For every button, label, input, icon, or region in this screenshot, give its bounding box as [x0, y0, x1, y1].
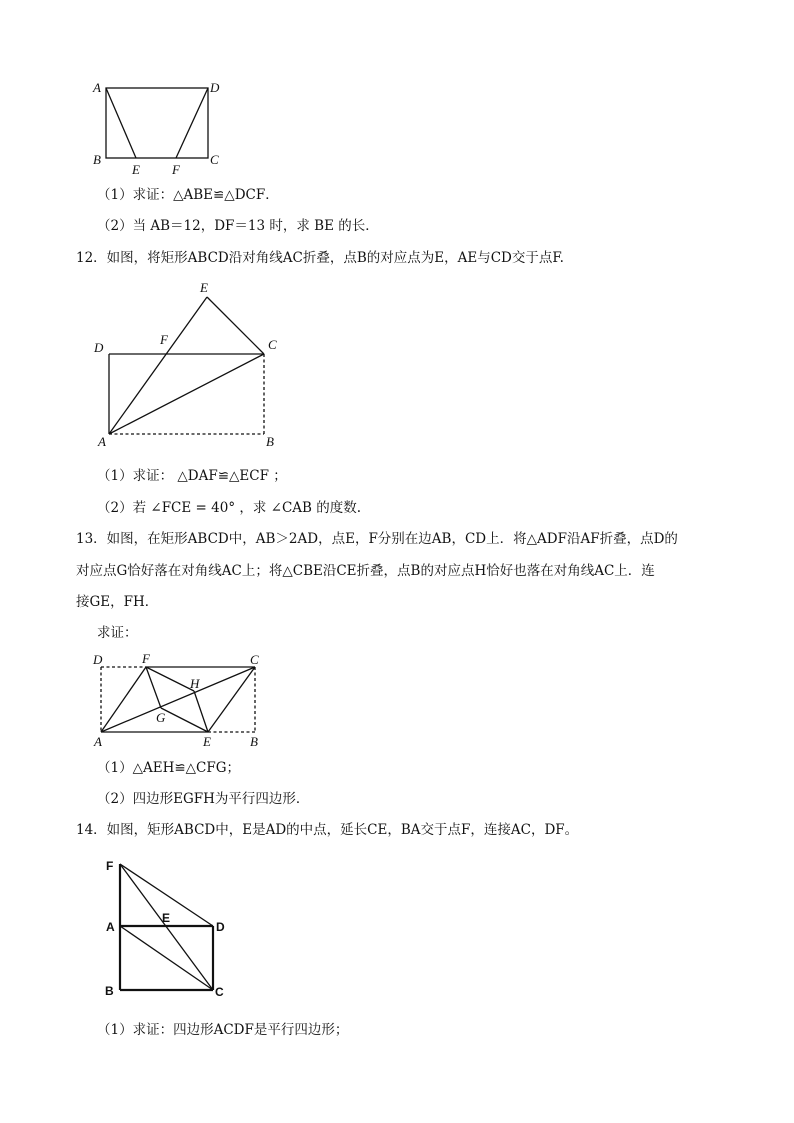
label-g: G — [156, 710, 166, 725]
q13-line1: 13．如图，在矩形ABCD中，AB＞2AD，点E，F分别在边AB，CD上．将△ADF沿AF折叠，点D的 — [76, 531, 678, 547]
q13-part2: （2）四边形EGFH为平行四边形． — [97, 791, 310, 807]
label-h: H — [190, 676, 200, 691]
q11-part1: （1）求证：△ABE≌△DCF． — [97, 187, 279, 203]
q14-stem: 14．如图，矩形ABCD中，E是AD的中点，延长CE，BA交于点F，连接AC，DF。 — [76, 822, 579, 838]
label-e: E — [162, 911, 171, 925]
label-b: B — [250, 734, 258, 749]
segment-ae — [109, 297, 207, 434]
q13-prove: 求证： — [97, 625, 138, 641]
label-b: B — [93, 152, 101, 167]
label-c: C — [250, 652, 259, 667]
figure-q14 — [95, 850, 245, 1000]
q13-line3: 接GE，FH． — [76, 594, 159, 610]
q12-part1: （1）求证： △DAF≌△ECF ； — [97, 468, 287, 484]
label-b: B — [266, 434, 274, 449]
label-b: B — [105, 984, 114, 998]
q14-part1: （1）求证：四边形ACDF是平行四边形； — [97, 1022, 349, 1038]
label-f: F — [142, 651, 150, 666]
label-a: A — [98, 434, 106, 449]
segment-df — [176, 88, 208, 158]
label-f: F — [160, 332, 168, 347]
segment-ec — [207, 297, 264, 354]
label-c: C — [210, 152, 219, 167]
figure-q13 — [88, 650, 278, 750]
label-f: F — [172, 162, 180, 177]
segment-ae — [106, 88, 136, 158]
diagonal-ac — [109, 354, 264, 434]
label-a: A — [93, 80, 101, 95]
q12-stem: 12．如图，将矩形ABCD沿对角线AC折叠，点B的对应点为E，AE与CD交于点F. — [76, 250, 564, 266]
label-a: A — [106, 920, 115, 934]
q13-line2: 对应点G恰好落在对角线AC上；将△CBE沿CE折叠，点B的对应点H恰好也落在对角线AC上．连 — [76, 563, 655, 579]
label-e: E — [200, 280, 208, 295]
label-a: A — [94, 734, 102, 749]
label-d: D — [210, 80, 220, 95]
figure-q11 — [88, 78, 228, 178]
label-d: D — [216, 920, 225, 934]
label-d: D — [93, 652, 103, 667]
q12-part2: （2）若 ∠FCE = 40° ，求 ∠CAB 的度数. — [97, 500, 362, 516]
label-e: E — [203, 734, 211, 749]
label-d: D — [94, 340, 104, 355]
q13-part1: （1）△AEH≌△CFG； — [97, 760, 241, 776]
label-c: C — [268, 337, 277, 352]
label-c: C — [215, 985, 224, 999]
figure-q12 — [88, 280, 288, 452]
q11-part2: （2）当 AB＝12，DF＝13 时，求 BE 的长． — [97, 218, 379, 234]
label-e: E — [132, 162, 140, 177]
diagonal-ac — [120, 926, 213, 990]
label-f: F — [106, 859, 114, 873]
